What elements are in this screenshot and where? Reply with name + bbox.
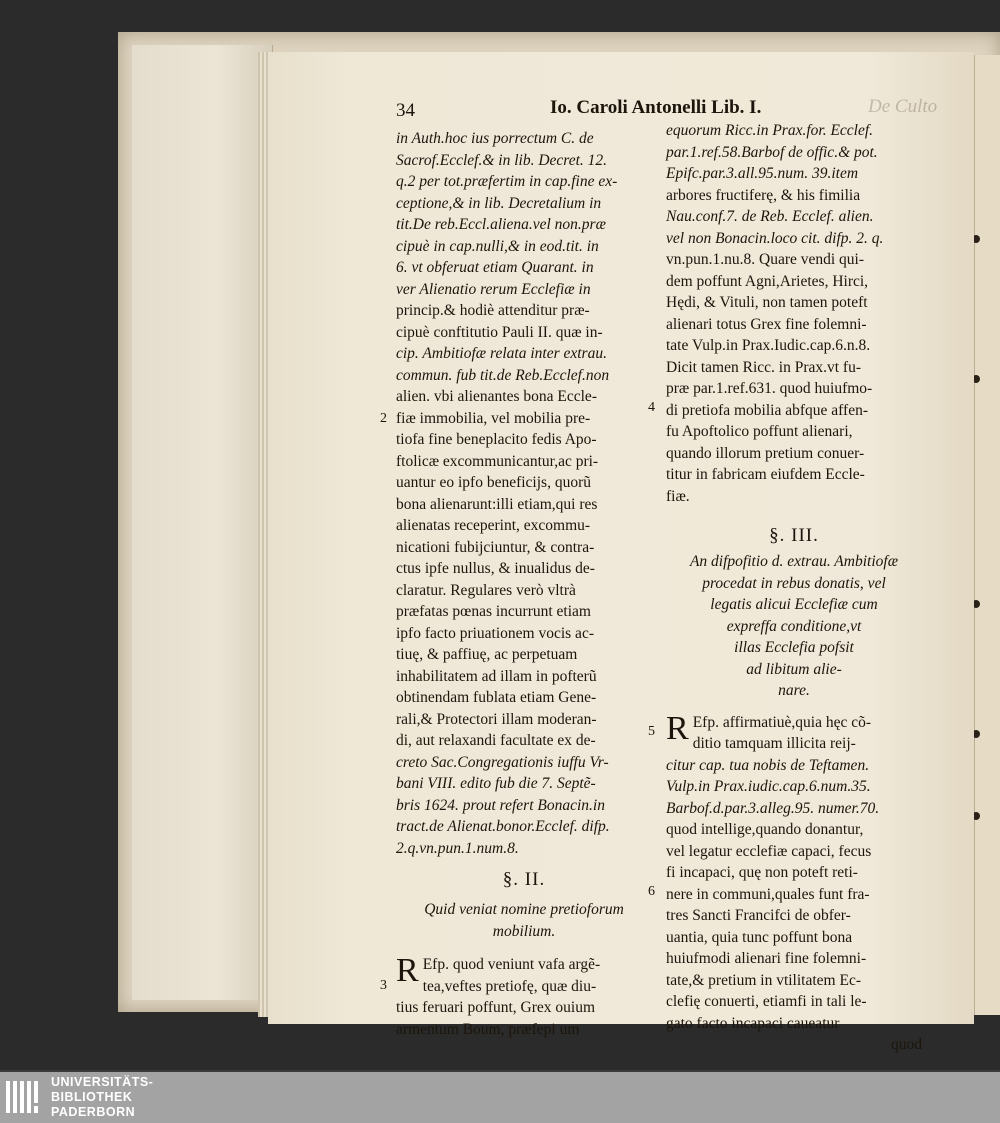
- bleed-through-text: De Culto: [868, 96, 938, 117]
- text-line: arbores fructiferę, & his fimilia: [666, 186, 861, 204]
- facing-page-edge: [974, 55, 1000, 1015]
- text-line: ver Alienatio rerum Ecclefiæ in: [396, 280, 591, 298]
- text-line: fiæ immobilia, vel mobilia pre-: [396, 409, 591, 427]
- section-question-line: legatis alicui Ecclefiæ cum: [710, 596, 878, 613]
- text-line: clefię conuerti, etiamfi in tali le-: [666, 993, 867, 1010]
- text-line: tiofa fine beneplacito fedis Apo-: [396, 431, 597, 448]
- section-question-line: expreffa conditione,vt: [726, 617, 862, 635]
- text-line: Efp. quod veniunt vafa argẽ-: [422, 956, 601, 973]
- text-line: 6. vt obferuat etiam Quarant. in: [396, 259, 594, 276]
- book-page: [268, 52, 974, 1053]
- text-line: nicationi fubijciuntur, & contra-: [396, 538, 595, 556]
- text-line: cip. Ambitiofæ relata inter extrau.: [396, 345, 607, 362]
- text-line: cipuè conftitutio Pauli II. quæ in-: [396, 323, 603, 341]
- margin-number: 5: [648, 723, 655, 739]
- text-line: gato facto incapaci caueatur: [666, 1014, 840, 1032]
- section-heading: §. II.: [502, 869, 546, 890]
- text-line: tit.De reb.Eccl.aliena.vel non.præ: [396, 216, 606, 233]
- page-number: 34: [396, 100, 415, 121]
- section-question-line: mobilium.: [492, 922, 556, 940]
- text-line: tract.de Alienat.bonor.Ecclef. difp.: [396, 818, 610, 835]
- section-question-line: procedat in rebus donatis, vel: [702, 574, 886, 592]
- text-line: equorum Ricc.in Prax.for. Ecclef.: [666, 122, 874, 139]
- text-line: rali,& Protectori illam moderan-: [396, 710, 597, 728]
- text-line: 2.q.vn.pun.1.num.8.: [396, 839, 519, 857]
- text-line: tate Vulp.in Prax.Iudic.cap.6.n.8.: [666, 337, 871, 354]
- text-line: Epifc.par.3.all.95.num. 39.item: [666, 165, 859, 182]
- answer-paragraph: [648, 709, 922, 1056]
- library-name-line: BIBLIOTHEK: [51, 1090, 133, 1104]
- text-line: tiuę, & paffiuę, ac perpetuam: [396, 646, 578, 663]
- text-line: tius feruari poffunt, Grex ouium: [396, 999, 596, 1016]
- library-name-line: UNIVERSITÄTS-: [51, 1075, 154, 1089]
- text-line: fu Apoftolico poffunt alienari,: [666, 423, 853, 440]
- text-line: vn.pun.1.nu.8. Quare vendi qui-: [666, 251, 865, 268]
- section-question-line: ad libitum alie-: [746, 660, 842, 678]
- text-line: alien. vbi alienantes bona Eccle-: [396, 388, 597, 405]
- margin-number: 2: [380, 411, 387, 426]
- catchword: quod: [891, 1036, 922, 1053]
- text-line: bona alienarunt:illi etiam,qui res: [396, 495, 598, 513]
- text-line: uantia, quia tunc poffunt bona: [666, 928, 853, 946]
- text-line: ftolicæ excommunicantur,ac pri-: [396, 452, 599, 470]
- text-line: in Auth.hoc ius porrectum C. de: [396, 130, 594, 147]
- library-name-line: PADERBORN: [51, 1105, 136, 1119]
- text-line: ceptione,& in lib. Decretalium in: [396, 194, 602, 212]
- margin-number: 3: [380, 978, 387, 993]
- section-question-line: Quid veniat nomine pretioforum: [424, 901, 624, 918]
- margin-number: 4: [648, 400, 655, 415]
- text-line: Nau.conf.7. de Reb. Ecclef. alien.: [666, 208, 874, 225]
- text-line: inhabilitatem ad illam in pofterũ: [396, 667, 597, 685]
- text-line: ctus ipfe nullus, & inualidus de-: [396, 560, 595, 577]
- text-line: bris 1624. prout refert Bonacin.in: [396, 796, 605, 814]
- right-column: [648, 120, 922, 1056]
- text-line: par.1.ref.58.Barbof de offic.& pot.: [666, 143, 878, 161]
- text-line: titur in fabricam eiufdem Eccle-: [666, 466, 865, 483]
- left-column: [380, 128, 652, 1040]
- text-line: cipuè in cap.nulli,& in eod.tit. in: [396, 237, 599, 255]
- text-line: vel legatur ecclefiæ capaci, fecus: [666, 842, 872, 860]
- answer-paragraph: [380, 952, 652, 1040]
- text-line: princip.& hodiè attenditur præ-: [396, 302, 590, 319]
- text-line: Vulp.in Prax.iudic.cap.6.num.35.: [666, 778, 871, 795]
- text-line: alienari totus Grex fine folemni-: [666, 315, 867, 333]
- text-line: q.2 per tot.præfertim in cap.fine ex-: [396, 173, 618, 190]
- text-line: Sacrof.Ecclef.& in lib. Decret. 12.: [396, 151, 608, 169]
- text-line: obtinendam fublata etiam Gene-: [396, 689, 597, 706]
- section-question-line: An difpofitio d. extrau. Ambitiofæ: [689, 553, 899, 570]
- section-heading: §. III.: [769, 525, 819, 546]
- text-line: Dicit tamen Ricc. in Prax.vt fu-: [666, 358, 861, 376]
- text-line: vel non Bonacin.loco cit. difp. 2. q.: [666, 229, 884, 247]
- text-line: uantur eo ipfo beneficijs, quorũ: [396, 474, 591, 491]
- text-line: creto Sac.Congregationis iuffu Vr-: [396, 753, 609, 771]
- text-line: præfatas pœnas incurrunt etiam: [396, 603, 591, 620]
- text-line: alienatas receperint, excommu-: [396, 517, 591, 534]
- text-line: claratur. Regulares verò vltrà: [396, 581, 576, 599]
- flyleaf: [132, 45, 273, 1000]
- text-line: bani VIII. edito fub die 7. Septẽ-: [396, 775, 596, 792]
- text-line: tea,veftes pretiofę, quæ diu-: [422, 977, 597, 995]
- running-head: Io. Caroli Antonelli Lib. I.: [550, 97, 762, 118]
- drop-initial: R: [396, 952, 419, 989]
- text-line: di, aut relaxandi facultate ex de-: [396, 732, 596, 749]
- library-logo-icon: [4, 1077, 44, 1117]
- text-line: ipfo facto priuationem vocis ac-: [396, 624, 594, 642]
- text-line: Hędi, & Vituli, non tamen poteft: [666, 294, 868, 311]
- text-line: fiæ.: [666, 487, 690, 505]
- text-line: tres Sancti Francifci de obfer-: [666, 907, 851, 924]
- library-footer-bar: [0, 1072, 1000, 1123]
- section-question-line: illas Ecclefia pofsit: [734, 639, 854, 656]
- drop-initial: R: [666, 709, 689, 747]
- text-line: tate,& pretium in vtilitatem Ec-: [666, 971, 861, 989]
- text-line: nere in communi,quales funt fra-: [666, 885, 870, 903]
- text-line: fi incapaci, quę non poteft reti-: [666, 864, 858, 881]
- text-line: huiufmodi alienari fine folemni-: [666, 950, 867, 967]
- section-question-line: nare.: [778, 682, 810, 699]
- margin-number: 6: [648, 883, 655, 899]
- text-line: præ par.1.ref.631. quod huiufmo-: [666, 380, 873, 397]
- text-line: ditio tamquam illicita reij-: [692, 735, 856, 752]
- text-line: commun. fub tit.de Reb.Ecclef.non: [396, 366, 610, 384]
- text-line: dem poffunt Agni,Arietes, Hirci,: [666, 272, 869, 290]
- text-line: quando illorum pretium conuer-: [666, 444, 865, 462]
- text-line: quod intellige,quando donantur,: [666, 821, 864, 838]
- text-line: Efp. affirmatiuè,quia hęc cõ-: [692, 713, 871, 731]
- text-line: Barbof.d.par.3.alleg.95. numer.70.: [666, 799, 880, 817]
- text-line: armentum Boum, præfepi um: [396, 1020, 580, 1038]
- text-line: citur cap. tua nobis de Teftamen.: [666, 756, 870, 774]
- text-line: di pretiofa mobilia abfque affen-: [666, 401, 868, 419]
